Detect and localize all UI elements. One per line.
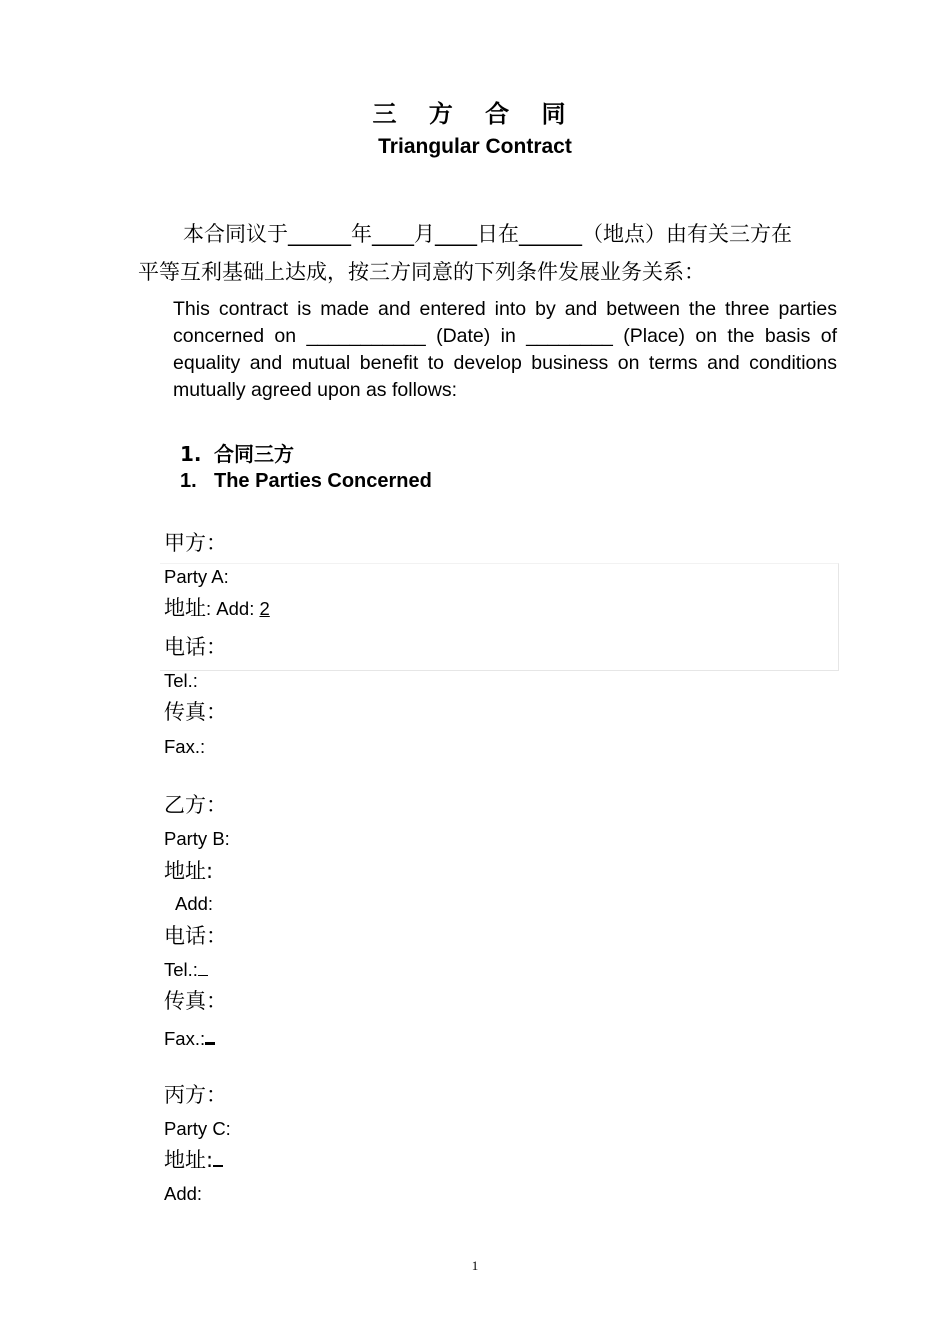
party-c-label-en: Party C: <box>164 1118 231 1139</box>
party-b-address-en: Add: <box>175 893 214 914</box>
intro-cn-line1: 本合同议于______年____月____日在______（地点）由有关三方在 <box>183 222 792 246</box>
party-b-address-cn: 地址: <box>164 859 214 883</box>
section-number: 1. <box>180 442 202 466</box>
party-b-fax-en: Fax.: <box>164 1028 206 1049</box>
page-number: 1 <box>471 1258 479 1273</box>
party-b-label-cn: 乙方： <box>164 793 227 817</box>
party-a-label-en: Party A: <box>164 566 229 587</box>
party-a-tel-en: Tel.: <box>164 670 198 691</box>
party-c-address-line <box>164 1144 223 1174</box>
intro-cn-line2: 平等互利基础上达成，按三方同意的下列条件发展业务关系： <box>138 260 705 284</box>
party-b-fax-line <box>164 1024 215 1050</box>
party-c-address-cn: 地址: <box>164 1148 214 1172</box>
party-b-label-en: Party B: <box>164 828 230 849</box>
section-title: The Parties Concerned <box>214 470 432 492</box>
party-a-address-line <box>164 592 270 622</box>
party-c-label-cn: 丙方： <box>164 1083 227 1107</box>
underline-mark <box>198 961 208 976</box>
party-b-tel-cn: 电话： <box>164 924 227 948</box>
party-a-address-value: 2 <box>259 598 270 619</box>
section1-heading-cn <box>180 438 294 467</box>
party-a-address-en: : Add: <box>206 598 260 619</box>
underline-mark <box>213 1149 223 1167</box>
party-a-tel-cn: 电话： <box>164 635 227 659</box>
party-b-tel-en: Tel.: <box>164 959 198 980</box>
section1-heading-en <box>180 470 432 493</box>
party-a-label-cn: 甲方： <box>164 531 227 555</box>
contract-title-en: Triangular Contract <box>378 135 572 158</box>
contract-title-cn: 三 方 合 同 <box>372 100 578 128</box>
party-a-fax-en: Fax.: <box>164 736 206 757</box>
section-title: 合同三方 <box>214 442 294 466</box>
intro-en-paragraph: This contract is made and entered into by and between the three parties concerned on ___________ (Date) in ________ (Place) on the basis of equality and mutual benefit to develop business on terms and conditions mutually agreed upon as follows: <box>173 298 837 401</box>
party-a-address-cn: 地址 <box>164 596 206 620</box>
party-a-fax-cn: 传真： <box>164 700 227 724</box>
party-c-address-en: Add: <box>164 1183 203 1204</box>
party-b-tel-line <box>164 959 208 981</box>
section-number: 1. <box>180 470 197 492</box>
party-b-fax-cn: 传真： <box>164 989 227 1013</box>
underline-mark <box>205 1024 215 1045</box>
